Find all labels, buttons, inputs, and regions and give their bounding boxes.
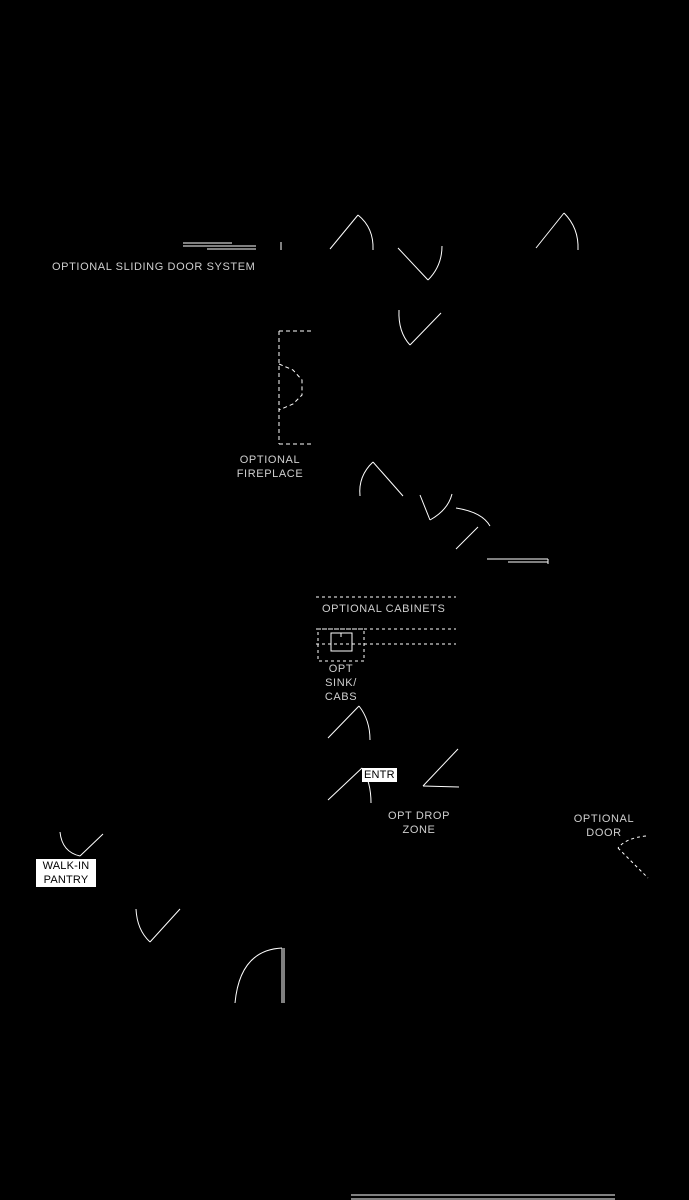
label-sink-line2: SINK/ [325, 677, 357, 689]
label-optional-sliding-door: OPTIONAL SLIDING DOOR SYSTEM [52, 261, 256, 273]
label-optional-cabinets: OPTIONAL CABINETS [322, 603, 446, 615]
label-opt-drop-zone [382, 809, 456, 837]
door-swing-5 [360, 462, 403, 496]
label-entry: ENTR [364, 769, 395, 781]
pocket-door [487, 559, 548, 564]
door-swing-11 [60, 832, 103, 856]
label-pantry-line1: WALK-IN [42, 860, 90, 872]
label-optional-fireplace [232, 453, 308, 481]
door-swing-13 [235, 948, 284, 1003]
optional-door [618, 836, 648, 878]
label-opt-door-line2: DOOR [586, 827, 622, 839]
optional-sink [331, 633, 352, 651]
door-swing-6 [420, 494, 452, 520]
label-optional-door [568, 812, 640, 840]
bottom-wall-line [351, 1195, 615, 1199]
door-swing-2 [398, 246, 442, 280]
door-swing-8 [328, 706, 370, 740]
sliding-door-system [183, 242, 281, 250]
label-opt-door-line1: OPTIONAL [573, 813, 635, 825]
label-drop-zone-line1: OPT DROP [387, 810, 451, 822]
label-fireplace-line1: OPTIONAL [239, 454, 301, 466]
door-swing-1 [330, 215, 373, 250]
door-swing-10 [423, 749, 459, 787]
door-swing-7 [456, 508, 490, 549]
optional-fireplace [279, 331, 311, 444]
label-walk-in-pantry [36, 859, 96, 887]
door-swing-4 [399, 310, 441, 345]
label-sink-line1: OPT [328, 663, 354, 675]
label-sink-line3: CABS [324, 691, 358, 703]
door-swing-3 [536, 213, 578, 250]
label-fireplace-line2: FIREPLACE [236, 468, 304, 480]
door-swing-12 [136, 909, 180, 942]
label-drop-zone-line2: ZONE [402, 824, 436, 836]
label-pantry-line2: PANTRY [43, 874, 89, 886]
label-opt-sink-cabs [318, 662, 364, 704]
